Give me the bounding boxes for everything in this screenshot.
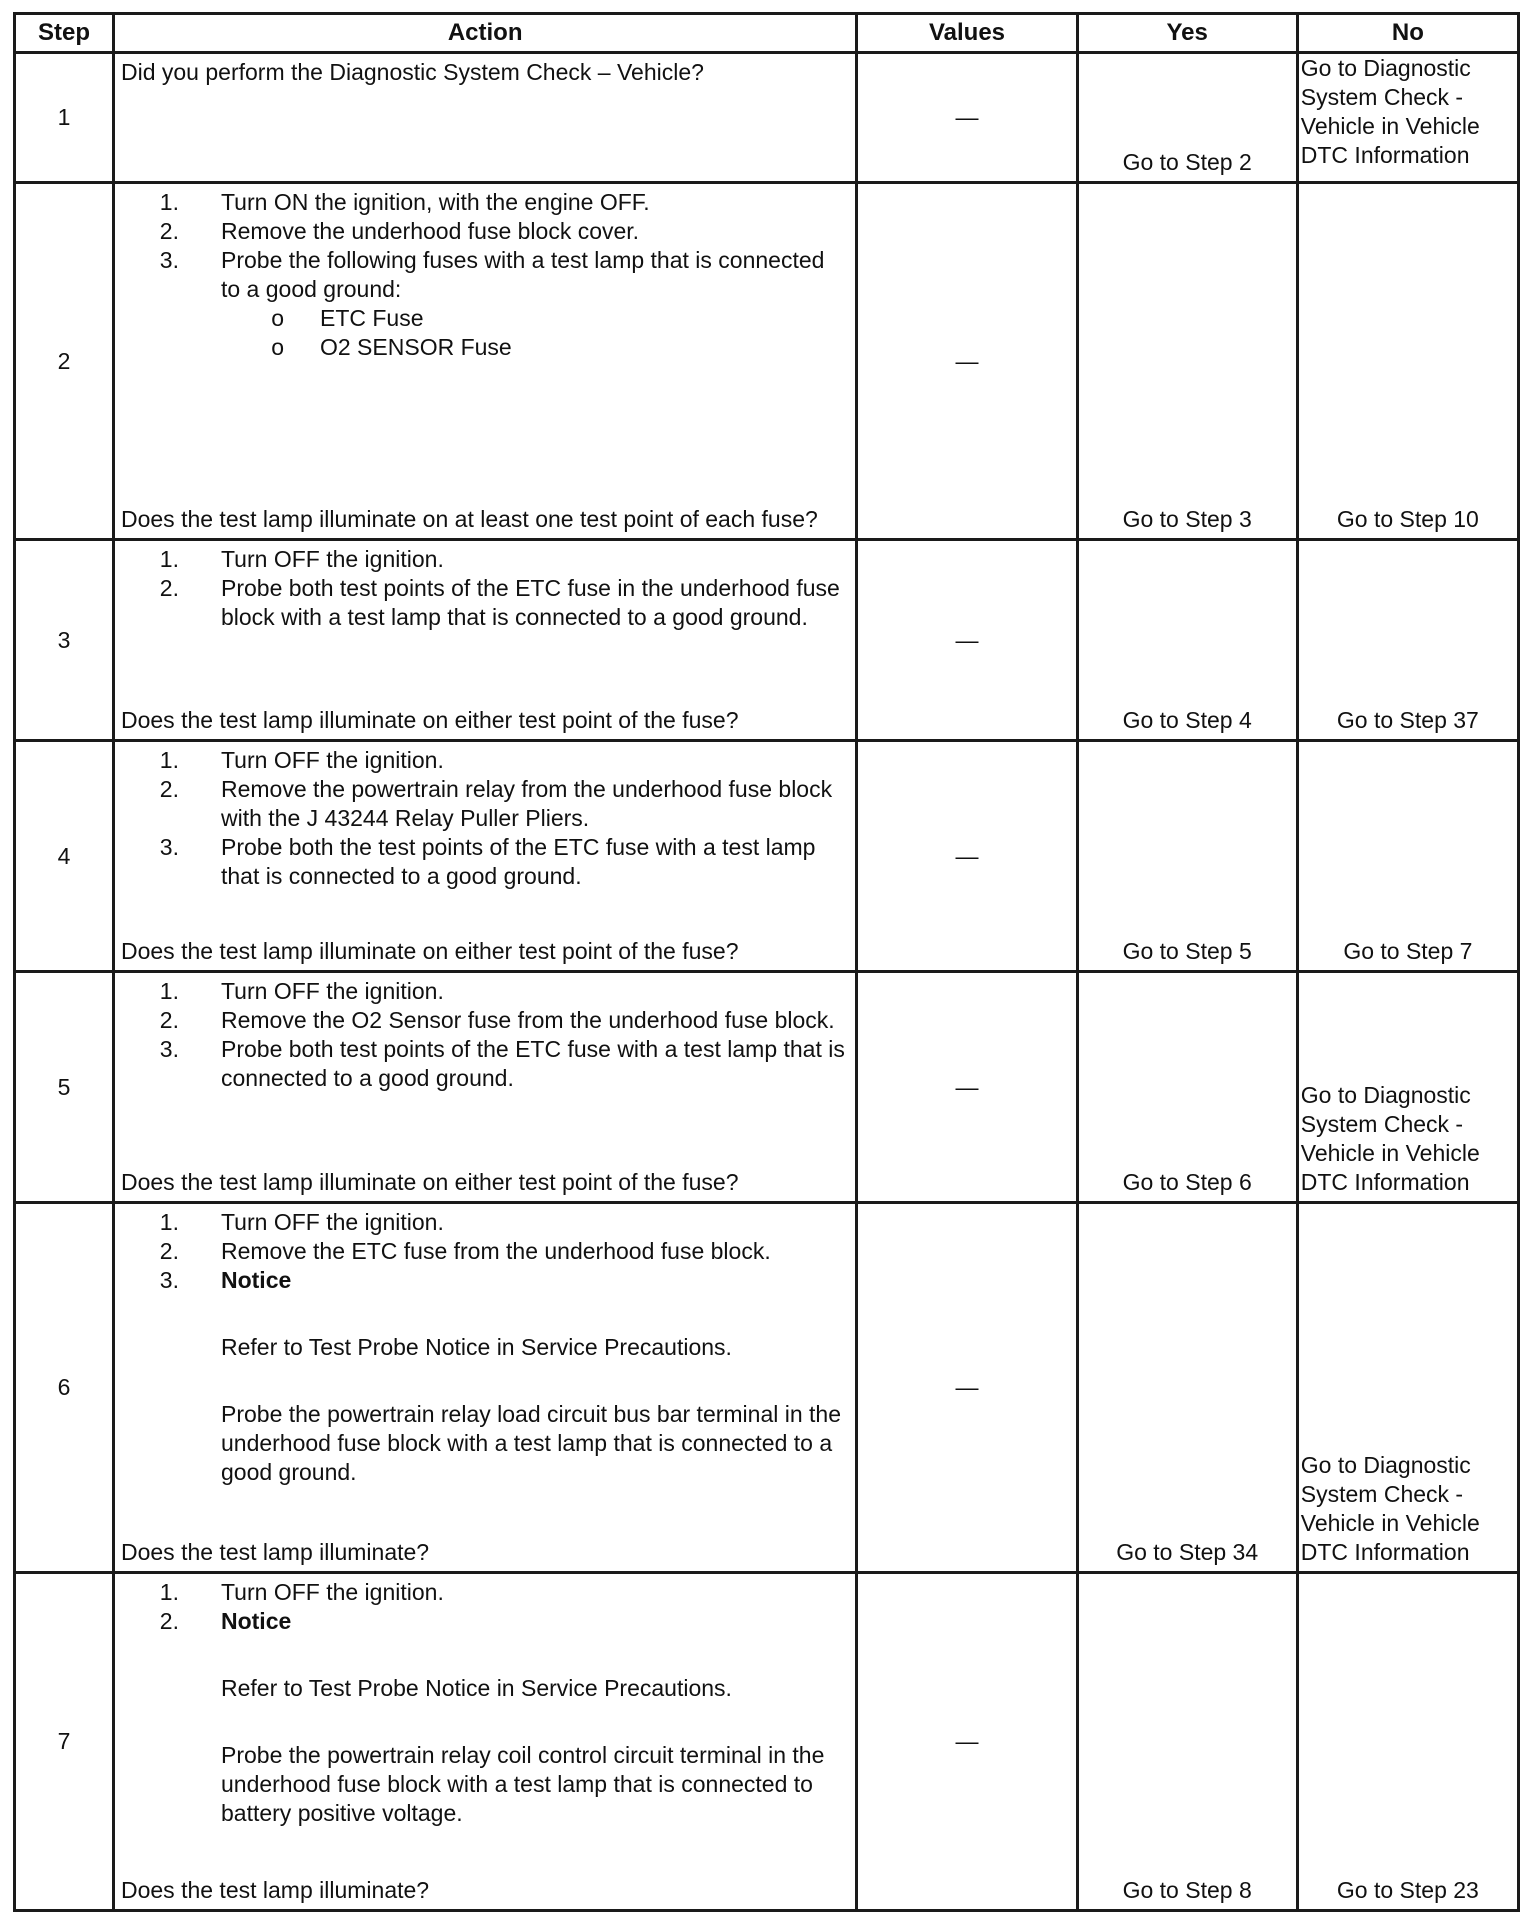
yes-cell [1077,1573,1297,1911]
step-text: Probe both test points of the ETC fuse in the underhood fuse block with a test lamp that is connected to a good ground. [220,575,840,630]
header-action: Action [113,14,856,53]
action-content [115,54,855,181]
step-number: 6 [15,1203,114,1573]
step-number: 1 [15,53,114,183]
step-text: Remove the ETC fuse from the underhood fuse block. [220,1238,771,1264]
no-link-line: DTC Information [1300,1539,1470,1565]
no-link-line: Go to Step 37 [1336,707,1479,733]
step-index: 2. [159,776,179,802]
action-cell [113,53,856,183]
step-index: 3. [159,247,179,273]
step-number: 5 [15,972,114,1203]
action-content [115,973,855,1201]
action-content [115,1574,855,1909]
step-index: 1. [159,978,179,1004]
action-step [121,217,849,246]
sub-item [121,304,849,333]
no-link-line: Go to Diagnostic [1300,1082,1471,1108]
notice-paragraph: Refer to Test Probe Notice in Service Precautions. [220,1334,732,1360]
value-cell: — [857,540,1077,741]
yes-content [1079,541,1296,739]
no-link-line: Vehicle in Vehicle [1300,1510,1480,1536]
yes-content [1079,1204,1296,1571]
step-text: Probe the following fuses with a test lamp that is connected to a good ground: [220,247,825,302]
action-question: Does the test lamp illuminate on either test point of the fuse? [120,707,739,733]
step-index: 2. [159,218,179,244]
action-cell [113,1573,856,1911]
yes-link: Go to Step 3 [1122,506,1252,532]
step-index: 3. [159,1267,179,1293]
yes-cell [1077,183,1297,540]
no-content [1299,541,1517,739]
action-question: Did you perform the Diagnostic System Check – Vehicle? [120,59,704,85]
action-step [121,775,849,833]
step-text: Turn OFF the ignition. [220,1579,444,1605]
value-cell: — [857,972,1077,1203]
step-number: 2 [15,183,114,540]
yes-cell [1077,741,1297,972]
no-cell [1297,1573,1518,1911]
step-number: 7 [15,1573,114,1911]
notice-paragraph: Probe the powertrain relay coil control circuit terminal in the underhood fuse block with a test lamp that is connected to battery positive voltage. [220,1742,825,1826]
yes-cell [1077,53,1297,183]
no-link-line: Vehicle in Vehicle [1300,1140,1480,1166]
yes-content [1079,184,1296,538]
action-step [121,188,849,217]
yes-link: Go to Step 5 [1122,938,1252,964]
no-link-line: Go to Step 7 [1343,938,1473,964]
action-step [121,1208,849,1237]
step-text: Turn OFF the ignition. [220,1209,444,1235]
spacer [121,1295,849,1333]
no-link-line: System Check - [1300,1111,1464,1137]
spacer [121,1636,849,1674]
step-number: 3 [15,540,114,741]
step-index: 1. [159,747,179,773]
yes-cell [1077,540,1297,741]
yes-cell [1077,972,1297,1203]
step-index: 3. [159,1036,179,1062]
yes-link: Go to Step 34 [1116,1539,1259,1565]
yes-link: Go to Step 6 [1122,1169,1252,1195]
action-cell [113,540,856,741]
action-step [121,246,849,304]
step-text: Remove the O2 Sensor fuse from the underhood fuse block. [220,1007,835,1033]
no-cell [1297,1203,1518,1573]
action-question: Does the test lamp illuminate? [120,1877,430,1903]
header-row [15,14,1519,53]
no-link-line: Vehicle in Vehicle [1300,113,1480,139]
action-step [121,1035,849,1093]
bullet-icon: o [271,334,284,360]
action-content [115,1204,855,1571]
no-link-line: Go to Step 23 [1336,1877,1479,1903]
action-cell [113,183,856,540]
no-content [1299,184,1517,538]
value-cell: — [857,53,1077,183]
no-link-line: DTC Information [1300,142,1470,168]
no-link-line: System Check - [1300,1481,1464,1507]
sub-item-text: ETC Fuse [319,305,424,331]
table-row [15,741,1519,972]
action-cell [113,741,856,972]
no-link-line: System Check - [1300,84,1464,110]
action-steps [121,1578,849,1828]
action-steps [121,1208,849,1487]
action-step [121,1006,849,1035]
action-steps [121,545,849,632]
header-values: Values [857,14,1077,53]
no-cell [1297,53,1518,183]
action-step [121,1237,849,1266]
action-steps [121,746,849,891]
value-cell: — [857,1573,1077,1911]
action-steps [121,188,849,362]
action-question: Does the test lamp illuminate? [120,1539,430,1565]
action-cell [113,1203,856,1573]
spacer [121,1362,849,1400]
step-text: Turn OFF the ignition. [220,546,444,572]
step-index: 1. [159,189,179,215]
yes-link: Go to Step 2 [1122,149,1252,175]
table-row [15,53,1519,183]
table-row [15,1203,1519,1573]
action-step [121,1266,849,1295]
action-content [115,184,855,538]
no-link-line: DTC Information [1300,1169,1470,1195]
step-index: 1. [159,1579,179,1605]
yes-content [1079,1574,1296,1909]
step-index: 1. [159,546,179,572]
action-step [121,977,849,1006]
action-steps [121,977,849,1093]
bullet-icon: o [271,305,284,331]
table-row [15,972,1519,1203]
action-content [115,541,855,739]
action-step [121,1607,849,1636]
no-cell [1297,972,1518,1203]
no-link-line: Go to Step 10 [1336,506,1479,532]
step-index: 2. [159,1007,179,1033]
notice-paragraph: Refer to Test Probe Notice in Service Precautions. [220,1675,732,1701]
no-cell [1297,183,1518,540]
action-question: Does the test lamp illuminate on either test point of the fuse? [120,1169,739,1195]
step-index: 2. [159,1238,179,1264]
spacer [121,1703,849,1741]
step-text: Turn OFF the ignition. [220,978,444,1004]
yes-cell [1077,1203,1297,1573]
step-text: Notice [220,1608,292,1634]
action-step [121,545,849,574]
action-step [121,1578,849,1607]
action-step [121,833,849,891]
step-index: 2. [159,575,179,601]
table-row [15,183,1519,540]
sub-item [121,333,849,362]
no-link-line: Go to Diagnostic [1300,55,1471,81]
yes-content [1079,742,1296,970]
action-content [115,742,855,970]
header-no: No [1297,14,1518,53]
no-cell [1297,540,1518,741]
yes-link: Go to Step 4 [1122,707,1252,733]
header-yes: Yes [1077,14,1297,53]
step-text: Notice [220,1267,292,1293]
step-text: Turn ON the ignition, with the engine OFF. [220,189,650,215]
no-content [1299,1204,1517,1571]
action-cell [113,972,856,1203]
yes-link: Go to Step 8 [1122,1877,1252,1903]
header-step: Step [15,14,114,53]
diagnostic-table [13,12,1520,1912]
step-text: Probe both the test points of the ETC fuse with a test lamp that is connected to a good ground. [220,834,816,889]
no-content [1299,1574,1517,1909]
no-content [1299,973,1517,1201]
action-question: Does the test lamp illuminate on either test point of the fuse? [120,938,739,964]
sub-item-text: O2 SENSOR Fuse [319,334,512,360]
action-step [121,746,849,775]
value-cell: — [857,183,1077,540]
step-text: Turn OFF the ignition. [220,747,444,773]
notice-paragraph: Probe the powertrain relay load circuit bus bar terminal in the underhood fuse block with a test lamp that is connected to a good ground. [220,1401,842,1485]
action-question: Does the test lamp illuminate on at least one test point of each fuse? [120,506,818,532]
yes-content [1079,54,1296,181]
table-row [15,540,1519,741]
yes-content [1079,973,1296,1201]
step-number: 4 [15,741,114,972]
step-index: 1. [159,1209,179,1235]
no-cell [1297,741,1518,972]
value-cell: — [857,1203,1077,1573]
step-index: 2. [159,1608,179,1634]
no-link-line: Go to Diagnostic [1300,1452,1471,1478]
step-text: Remove the underhood fuse block cover. [220,218,640,244]
step-text: Remove the powertrain relay from the underhood fuse block with the J 43244 Relay Puller Pliers. [220,776,833,831]
action-step [121,574,849,632]
no-content [1299,742,1517,970]
value-cell: — [857,741,1077,972]
step-index: 3. [159,834,179,860]
table-row [15,1573,1519,1911]
step-text: Probe both test points of the ETC fuse with a test lamp that is connected to a good ground. [220,1036,845,1091]
no-content [1299,54,1517,181]
